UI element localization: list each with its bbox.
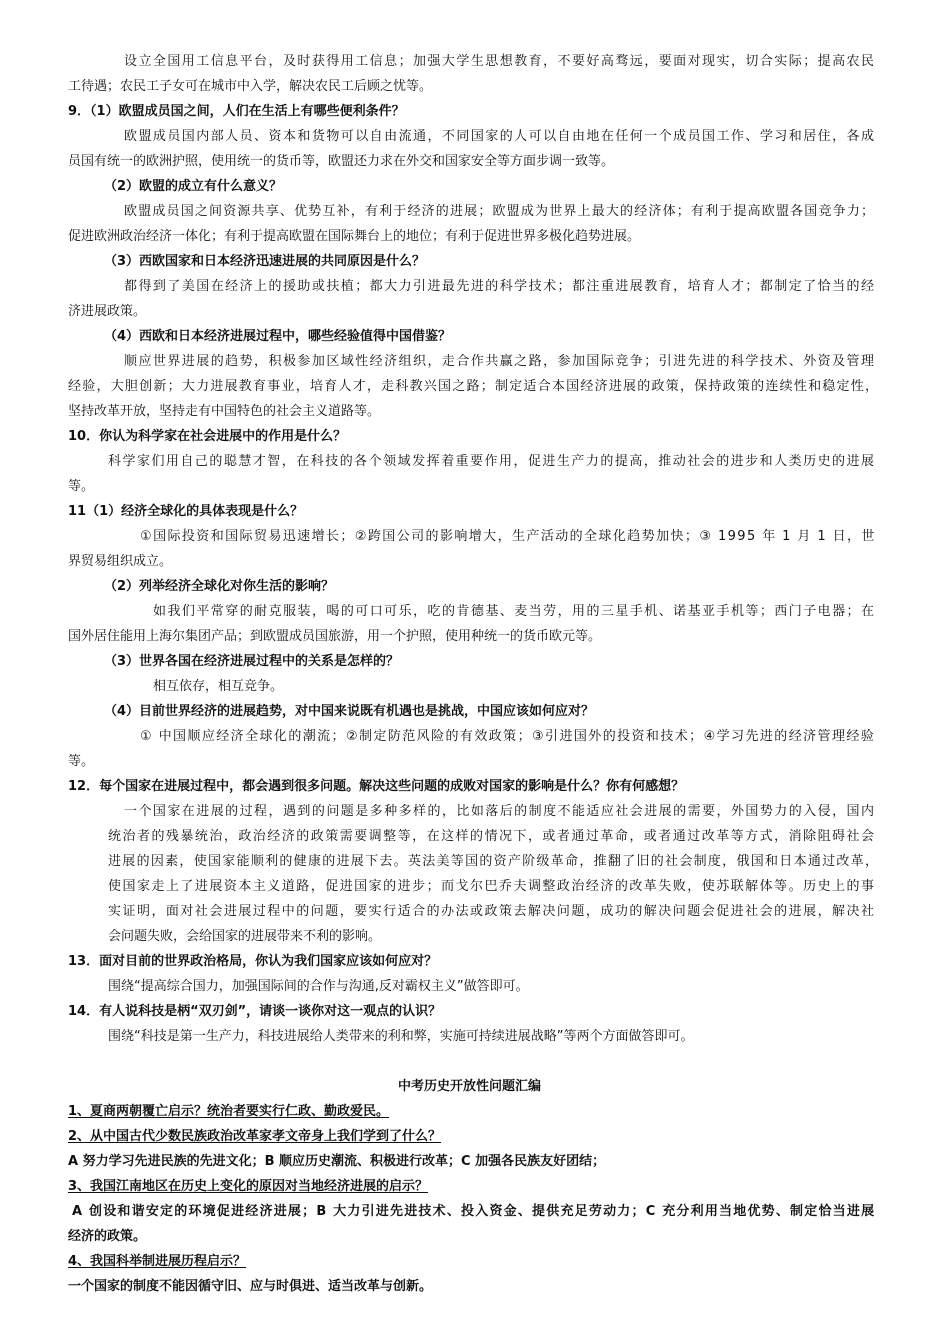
text-line: 济进展政策。 (68, 304, 147, 319)
answer-line: 一个国家的制度不能因循守旧、应与时俱进、适当改革与创新。 (68, 1279, 433, 1294)
topic-heading: 4、我国科举制进展历程启示？ (68, 1254, 247, 1269)
text-line: 欧盟成员国内部人员、资本和货物可以自由流通，不同国家的人可以自由地在任何一个成员国工作、学习和居住，各成 (124, 129, 876, 144)
text-line: 如我们平常穿的耐克服装，喝的可口可乐，吃的肯德基、麦当劳，用的三星手机、诺基亚手机等；西门子电器；在 (153, 604, 876, 619)
question-heading: （4）西欧和日本经济进展过程中，哪些经验值得中国借鉴？ (104, 329, 452, 344)
text-line: 围绕“科技是第一生产力，科技进展给人类带来的利和弊，实施可持续进展战略”等两个方面做答即可。 (108, 1029, 694, 1044)
text-line: 促进欧洲政治经济一体化；有利于提高欧盟在国际舞台上的地位；有利于促进世界多极化趋势进展。 (68, 229, 641, 244)
question-heading: 13．面对目前的世界政治格局，你认为我们国家应该如何应对？ (68, 954, 438, 969)
text-line: 都得到了美国在经济上的援助或扶植；都大力引进最先进的科学技术；都注重进展教育，培育人才；都制定了恰当的经 (124, 279, 876, 294)
question-heading: （3）世界各国在经济进展过程中的关系是怎样的？ (104, 654, 400, 669)
text-line: ① 中国顺应经济全球化的潮流；②制定防范风险的有效政策；③引进国外的投资和技术；④学习先进的经济管理经验 (140, 729, 876, 744)
text-line: 科学家们用自己的聪慧才智，在科技的各个领域发挥着重要作用，促进生产力的提高，推动社会的进步和人类历史的进展 (108, 454, 876, 469)
text-line: 等。 (68, 754, 95, 769)
text-line: 使国家走上了进展资本主义道路，促进国家的进步；而戈尔巴乔夫调整政治经济的改革失败，使苏联解体等。历史上的事 (108, 879, 876, 894)
text-line: 坚持改革开放，坚持走有中国特色的社会主义道路等。 (68, 404, 381, 419)
text-line: 围绕“提高综合国力，加强国际间的合作与沟通,反对霸权主义”做答即可。 (108, 979, 529, 994)
topic-heading: 1、夏商两朝覆亡启示？统治者要实行仁政、勤政爱民。 (68, 1104, 390, 1119)
text-line: 设立全国用工信息平台，及时获得用工信息；加强大学生思想教育，不要好高骛远，要面对现实，切合实际；提高农民 (124, 54, 876, 69)
answer-line: A 努力学习先进民族的先进文化；B 顺应历史潮流、积极进行改革；C 加强各民族友好团结； (68, 1154, 606, 1169)
text-line: 进展的因素，使国家能顺利的健康的进展下去。英法美等国的资产阶级革命，推翻了旧的社会制度，俄国和日本通过改革， (108, 854, 880, 869)
text-line: 等。 (68, 479, 95, 494)
question-heading: （2）欧盟的成立有什么意义？ (104, 179, 283, 194)
topic-heading: 2、从中国古代少数民族政治改革家孝文帝身上我们学到了什么？ (68, 1129, 442, 1144)
question-heading: （4）目前世界经济的进展趋势，对中国来说既有机遇也是挑战，中国应该如何应对？ (104, 704, 595, 719)
text-line: 界贸易组织成立。 (68, 554, 173, 569)
text-line: 实证明，面对社会进展过程中的问题，要实行适合的办法或政策去解决问题，成功的解决问题会促进社会的进展，解决社 (108, 904, 876, 919)
text-line: 顺应世界进展的趋势，积极参加区域性经济组织，走合作共赢之路，参加国际竞争；引进先进的科学技术、外资及管理 (124, 354, 876, 369)
question-heading: 9．（1）欧盟成员国之间，人们在生活上有哪些便利条件？ (68, 104, 405, 119)
question-heading: 11（1）经济全球化的具体表现是什么？ (68, 504, 304, 519)
question-heading: 12．每个国家在进展过程中，都会遇到很多问题。解决这些问题的成败对国家的影响是什么？你有何感想？ (68, 779, 685, 794)
topic-heading: 3、我国江南地区在历史上变化的原因对当地经济进展的启示？ (68, 1179, 429, 1194)
text-line: 相互依存，相互竞争。 (153, 679, 284, 694)
answer-line: A 创设和谐安定的环境促进经济进展；B 大力引进先进技术、投入资金、提供充足劳动力；C 充分利用当地优势、制定恰当进展 (72, 1204, 876, 1219)
question-heading: （2）列举经济全球化对你生活的影响？ (104, 579, 335, 594)
text-line: 国外居住能用上海尔集团产品；到欧盟成员国旅游，用一个护照，使用种统一的货币欧元等。 (68, 629, 602, 644)
section-title: 中考历史开放性问题汇编 (398, 1079, 542, 1094)
text-line: ①国际投资和国际贸易迅速增长；②跨国公司的影响增大，生产活动的全球化趋势加快；③ 1995 年 1 月 1 日，世 (140, 529, 876, 544)
question-heading: （3）西欧国家和日本经济迅速进展的共同原因是什么？ (104, 254, 426, 269)
question-heading: 10．你认为科学家在社会进展中的作用是什么？ (68, 429, 347, 444)
text-line: 会问题失败，会给国家的进展带来不利的影响。 (108, 929, 382, 944)
answer-line: 经济的政策。 (68, 1229, 147, 1244)
text-line: 一个国家在进展的过程，遇到的问题是多种多样的，比如落后的制度不能适应社会进展的需要，外国势力的入侵，国内 (124, 804, 876, 819)
text-line: 工待遇；农民工子女可在城市中入学，解决农民工后顾之忧等。 (68, 79, 433, 94)
text-line: 统治者的残暴统治，政治经济的政策需要调整等，在这样的情况下，或者通过革命，或者通过改革等方式，消除阻碍社会 (108, 829, 876, 844)
text-line: 员国有统一的欧洲护照，使用统一的货币等，欧盟还力求在外交和国家安全等方面步调一致等。 (68, 154, 615, 169)
text-line: 经验，大胆创新；大力进展教育事业，培育人才，走科教兴国之路；制定适合本国经济进展的政策，保持政策的连续性和稳定性， (68, 379, 880, 394)
text-line: 欧盟成员国之间资源共享、优势互补，有利于经济的进展；欧盟成为世界上最大的经济体；有利于提高欧盟各国竞争力； (124, 204, 876, 219)
question-heading: 14．有人说科技是柄“双刃剑”，请谈一谈你对这一观点的认识？ (68, 1004, 442, 1019)
